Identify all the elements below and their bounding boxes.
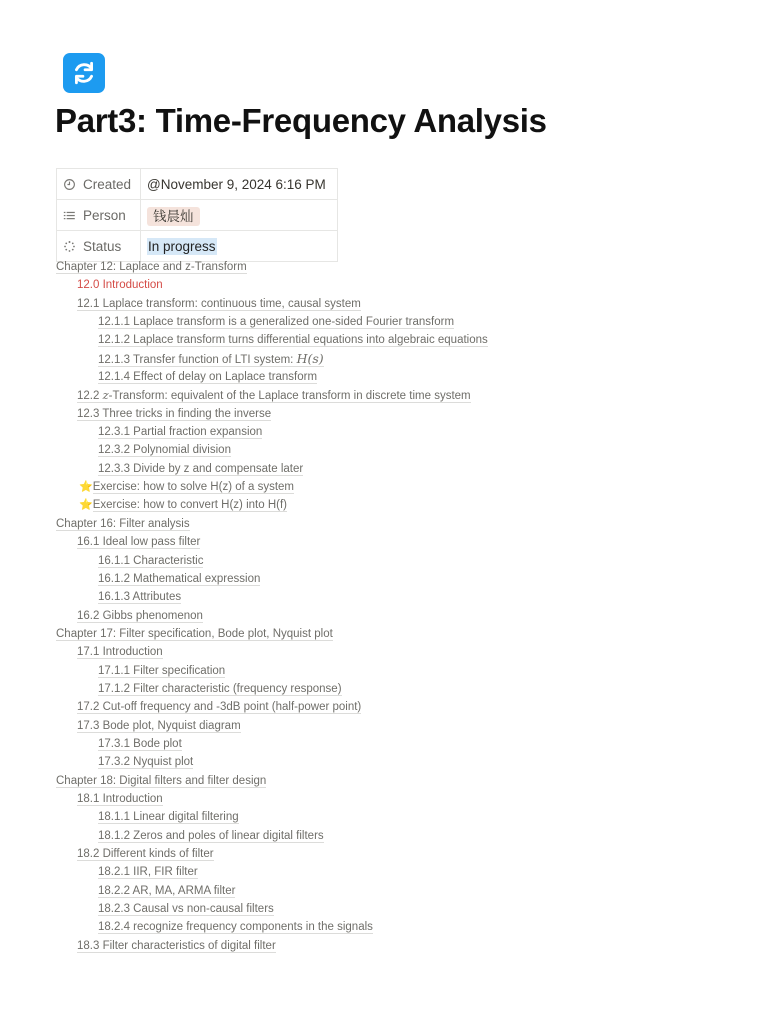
toc-link[interactable] <box>98 591 181 604</box>
toc-text: 18.2.2 AR, MA, ARMA filter <box>98 884 236 897</box>
toc-link[interactable] <box>98 371 317 384</box>
toc-link[interactable] <box>77 701 361 714</box>
toc-text: 12.0 Introduction <box>77 279 163 292</box>
toc-text: 18.2.4 recognize frequency components in the signals <box>98 921 373 934</box>
toc-text: 12.1.3 Transfer function of LTI system: <box>98 353 297 366</box>
toc-item[interactable] <box>56 717 756 735</box>
toc-item[interactable] <box>56 496 756 514</box>
person-tag[interactable]: 钱晨灿 <box>147 207 200 226</box>
toc-text: 18.2.1 IIR, FIR filter <box>98 866 198 879</box>
created-date: @November 9, 2024 6:16 PM <box>147 176 326 192</box>
toc-item[interactable] <box>56 735 756 753</box>
toc-link[interactable] <box>98 921 373 934</box>
toc-item[interactable] <box>56 478 756 496</box>
toc-text: 18.2 Different kinds of filter <box>77 848 214 860</box>
toc-link[interactable] <box>56 518 190 531</box>
toc-text: 18.1 Introduction <box>77 792 163 805</box>
toc-link[interactable] <box>77 298 361 311</box>
property-row-person <box>57 200 338 231</box>
toc-item[interactable] <box>56 258 756 276</box>
property-row-created <box>57 169 338 200</box>
toc-text: 17.3.2 Nyquist plot <box>98 756 194 769</box>
toc-item[interactable] <box>56 937 756 955</box>
toc-item[interactable] <box>56 313 756 331</box>
toc-text: Exercise: how to solve H(z) of a system <box>92 481 295 494</box>
property-row-status <box>57 231 338 262</box>
toc-text: 18.1.1 Linear digital filtering <box>98 811 239 824</box>
page-icon <box>63 53 105 93</box>
toc-item[interactable] <box>56 827 756 845</box>
toc-link[interactable] <box>98 316 454 329</box>
toc-item[interactable] <box>56 533 756 551</box>
property-value-status[interactable] <box>141 231 338 262</box>
toc-text: 16.1 Ideal low pass filter <box>77 536 201 549</box>
clock-icon <box>63 178 76 191</box>
toc-item[interactable] <box>56 386 756 404</box>
toc-link[interactable] <box>98 573 260 586</box>
star-icon: ⭐ <box>79 499 93 512</box>
toc-text: 17.1.1 Filter specification <box>98 664 226 677</box>
properties-table <box>56 168 338 262</box>
toc-item[interactable] <box>56 753 756 771</box>
toc-item[interactable] <box>56 331 756 349</box>
toc-link[interactable] <box>98 830 324 843</box>
toc-item[interactable] <box>56 423 756 441</box>
toc-link[interactable] <box>77 720 241 733</box>
toc-link[interactable] <box>98 683 342 696</box>
toc-item[interactable] <box>56 460 756 478</box>
toc-link[interactable] <box>56 628 333 641</box>
toc-link[interactable] <box>98 463 303 476</box>
toc-text: 17.2 Cut-off frequency and -3dB point (half-power point) <box>77 701 362 714</box>
toc-item[interactable] <box>56 441 756 459</box>
toc-link[interactable] <box>98 444 231 457</box>
toc-link[interactable] <box>77 536 200 549</box>
toc-text: 12.3.3 Divide by z and compensate later <box>98 462 304 475</box>
property-value-person[interactable] <box>141 200 338 231</box>
toc-item[interactable] <box>56 772 756 790</box>
toc-item[interactable] <box>56 405 756 423</box>
toc-link[interactable] <box>77 646 163 659</box>
status-spinner-icon <box>63 240 76 253</box>
table-of-contents <box>56 258 756 955</box>
property-value-created[interactable] <box>141 169 338 200</box>
toc-link[interactable] <box>98 665 225 678</box>
toc-item[interactable] <box>56 607 756 625</box>
toc-link[interactable] <box>56 775 266 788</box>
toc-text: 12.2 <box>77 390 103 403</box>
toc-item[interactable] <box>56 918 756 936</box>
toc-item[interactable] <box>56 625 756 643</box>
toc-link[interactable] <box>56 261 247 274</box>
toc-text: 16.1.3 Attributes <box>98 591 182 604</box>
toc-item[interactable] <box>56 295 756 313</box>
toc-link[interactable] <box>98 903 274 916</box>
toc-item[interactable] <box>56 808 756 826</box>
toc-link[interactable] <box>98 756 193 769</box>
toc-item[interactable] <box>56 368 756 386</box>
page-title: Part3: Time-Frequency Analysis <box>55 102 547 139</box>
toc-link[interactable] <box>93 481 294 494</box>
toc-text: 16.1.1 Characteristic <box>98 554 204 567</box>
toc-item[interactable] <box>56 698 756 716</box>
toc-link[interactable] <box>77 610 203 623</box>
toc-item[interactable] <box>56 643 756 661</box>
toc-link[interactable] <box>98 811 239 824</box>
property-key <box>57 169 141 200</box>
toc-item[interactable] <box>56 662 756 680</box>
toc-text: Chapter 18: Digital filters and filter design <box>56 774 267 787</box>
math-expression: H(s) <box>296 350 324 366</box>
property-key-label: Status <box>83 238 122 254</box>
toc-item[interactable] <box>56 515 756 533</box>
toc-item[interactable] <box>56 588 756 606</box>
toc-link[interactable] <box>98 885 235 898</box>
toc-text: 17.1.2 Filter characteristic (frequency response) <box>98 682 342 695</box>
toc-text: 18.1.2 Zeros and poles of linear digital filters <box>98 829 324 842</box>
toc-link[interactable] <box>98 555 203 568</box>
toc-link[interactable] <box>98 334 488 347</box>
math-variable: z <box>102 388 109 403</box>
toc-item[interactable] <box>56 680 756 698</box>
toc-link[interactable] <box>98 738 182 751</box>
toc-text: Chapter 17: Filter specification, Bode plot, Nyquist plot <box>56 627 333 640</box>
property-key <box>57 200 141 231</box>
toc-text: 12.1.1 Laplace transform is a generalized one-sided Fourier transform <box>98 316 455 329</box>
toc-link[interactable] <box>98 866 198 879</box>
toc-item[interactable] <box>56 845 756 863</box>
toc-text: 18.2.3 Causal vs non-causal filters <box>98 903 274 916</box>
toc-text: 17.3 Bode plot, Nyquist diagram <box>77 719 241 732</box>
toc-link[interactable] <box>77 279 163 291</box>
toc-text: 12.1.4 Effect of delay on Laplace transform <box>98 371 318 384</box>
list-icon <box>63 209 76 222</box>
toc-link[interactable] <box>77 940 276 953</box>
toc-link[interactable] <box>98 426 262 439</box>
toc-text: Chapter 12: Laplace and z-Transform <box>56 261 247 273</box>
toc-text: Chapter 16: Filter analysis <box>56 517 190 530</box>
toc-item[interactable] <box>56 570 756 588</box>
toc-text: 16.1.2 Mathematical expression <box>98 572 261 585</box>
toc-item[interactable] <box>56 900 756 918</box>
toc-item[interactable] <box>56 863 756 881</box>
toc-link[interactable] <box>77 848 214 861</box>
toc-text: 12.3.1 Partial fraction expansion <box>98 426 263 439</box>
toc-text: 12.3.2 Polynomial division <box>98 444 231 457</box>
toc-text: 17.3.1 Bode plot <box>98 737 182 750</box>
toc-text: 12.1 Laplace transform: continuous time, causal system <box>77 297 361 310</box>
toc-link[interactable] <box>93 499 287 512</box>
toc-text: 17.1 Introduction <box>77 646 163 659</box>
toc-text: 12.1.2 Laplace transform turns differential equations into algebraic equations <box>98 334 488 347</box>
toc-link[interactable] <box>77 793 163 806</box>
toc-link[interactable] <box>77 408 271 421</box>
toc-link[interactable] <box>98 350 324 367</box>
toc-item[interactable] <box>56 882 756 900</box>
star-icon: ⭐ <box>79 481 93 494</box>
toc-item[interactable] <box>56 552 756 570</box>
property-key-label: Person <box>83 207 126 223</box>
toc-text: 12.3 Three tricks in finding the inverse <box>77 407 272 420</box>
toc-item[interactable] <box>56 276 756 294</box>
status-badge[interactable]: In progress <box>148 238 216 254</box>
toc-item[interactable] <box>56 790 756 808</box>
property-key-label: Created <box>83 176 132 192</box>
toc-text: 18.3 Filter characteristics of digital filter <box>77 939 276 952</box>
toc-text: 16.2 Gibbs phenomenon <box>77 609 203 622</box>
toc-link[interactable] <box>77 390 471 403</box>
property-key <box>57 231 141 262</box>
sync-arrows-icon <box>71 60 97 86</box>
toc-text: Exercise: how to convert H(z) into H(f) <box>92 499 287 512</box>
toc-item[interactable] <box>56 350 756 368</box>
toc-text: -Transform: equivalent of the Laplace transform in discrete time system <box>108 390 471 403</box>
